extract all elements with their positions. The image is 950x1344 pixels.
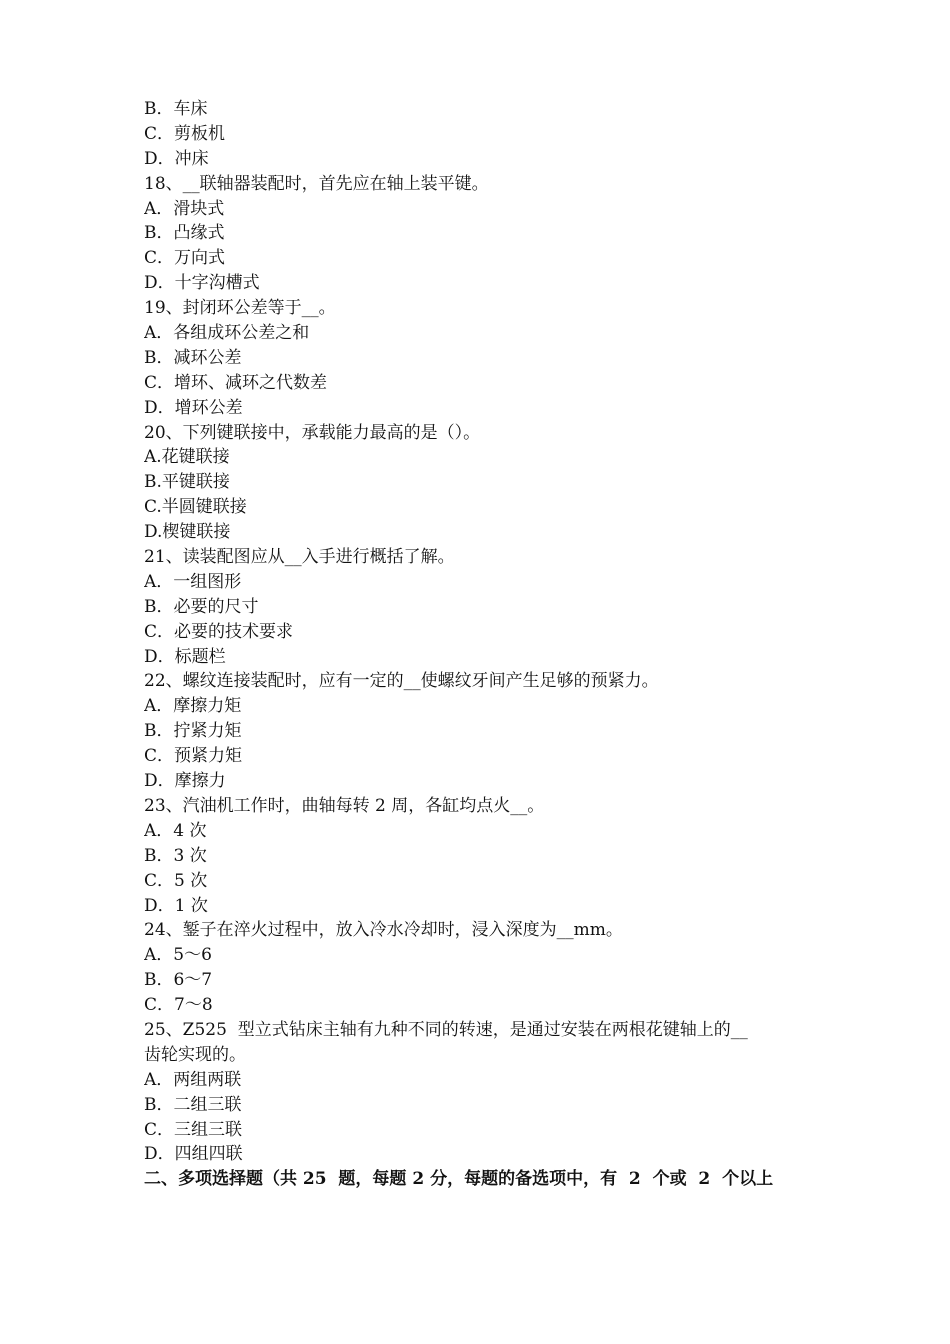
text-line: C．剪板机 (144, 123, 226, 144)
text-line: A．一组图形 (144, 571, 242, 592)
text-line: B．二组三联 (144, 1094, 242, 1115)
text-line: B．拧紧力矩 (144, 721, 242, 742)
text-line: A．4 次 (144, 820, 207, 841)
text-line: A．两组两联 (144, 1069, 242, 1090)
text-line: 22、螺纹连接装配时，应有一定的__使螺纹牙间产生足够的预紧力。 (144, 671, 659, 692)
text-line: 19、封闭环公差等于__。 (144, 298, 336, 319)
text-line: C．三组三联 (144, 1119, 243, 1140)
text-line: D.楔键联接 (144, 522, 231, 543)
text-line: A.花键联接 (144, 447, 230, 468)
text-line: A．5～6 (144, 945, 212, 966)
text-line: 齿轮实现的。 (144, 1044, 246, 1065)
text-line: D．摩擦力 (144, 771, 226, 792)
text-line: A．滑块式 (144, 198, 225, 219)
text-line: C．万向式 (144, 248, 226, 269)
text-line: 18、__联轴器装配时，首先应在轴上装平键。 (144, 173, 489, 194)
text-line: B.平键联接 (144, 472, 230, 493)
text-line: D．冲床 (144, 148, 209, 169)
text-line: D．增环公差 (144, 397, 243, 418)
text-line: B．必要的尺寸 (144, 596, 259, 617)
text-line: A．各组成环公差之和 (144, 323, 310, 344)
text-line: B．减环公差 (144, 347, 242, 368)
text-line: C．预紧力矩 (144, 746, 243, 767)
text-line: 24、錾子在淬火过程中，放入冷水冷却时，浸入深度为__mm。 (144, 920, 623, 941)
text-line: C．必要的技术要求 (144, 621, 294, 642)
text-line: C．增环、减环之代数差 (144, 372, 328, 393)
text-line: C．7～8 (144, 995, 213, 1016)
text-line: 25、Z525 型立式钻床主轴有九种不同的转速，是通过安装在两根花键轴上的__ (144, 1019, 748, 1040)
text-line: B．6～7 (144, 970, 213, 991)
text-line: D．十字沟槽式 (144, 273, 260, 294)
text-line: 21、读装配图应从__入手进行概括了解。 (144, 547, 455, 568)
text-line: D．四组四联 (144, 1144, 243, 1165)
section-heading: 二、多项选择题（共 25 题，每题 2 分，每题的备选项中，有 2 个或 2 个以上 (144, 1169, 774, 1190)
text-line: B．凸缘式 (144, 223, 225, 244)
text-line: C.半圆键联接 (144, 497, 247, 518)
text-line: 20、下列键联接中，承载能力最高的是（）。 (144, 422, 481, 443)
text-line: B．3 次 (144, 845, 207, 866)
text-line: C．5 次 (144, 870, 208, 891)
text-line: D．1 次 (144, 895, 208, 916)
document-body (144, 97, 814, 1192)
text-line: B．车床 (144, 99, 208, 119)
text-line: D．标题栏 (144, 646, 226, 667)
text-line: 23、汽油机工作时，曲轴每转 2 周，各缸均点火__。 (144, 795, 545, 816)
text-line: A．摩擦力矩 (144, 696, 242, 717)
